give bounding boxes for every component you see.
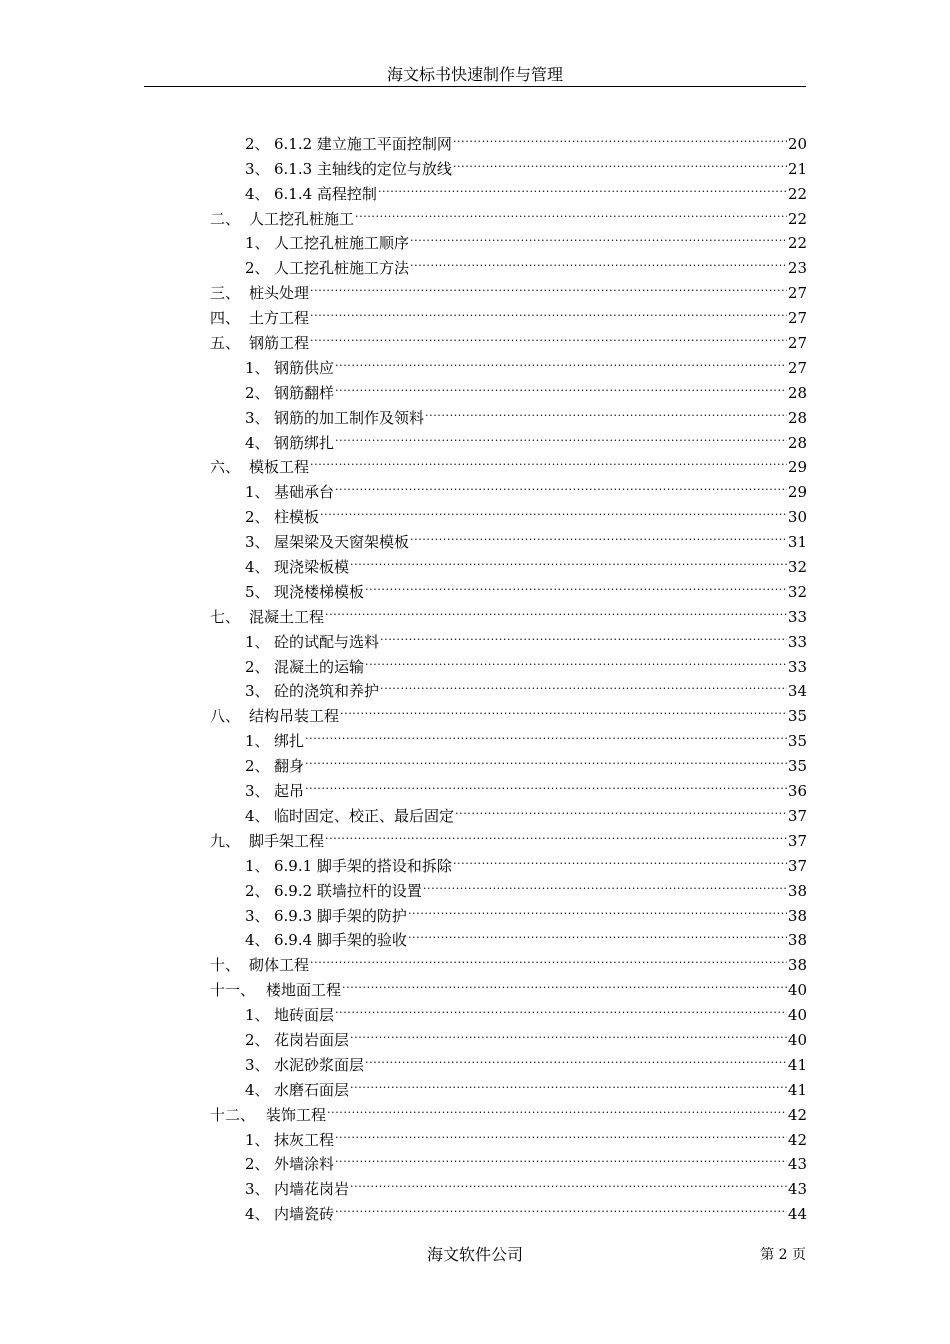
toc-dot-leader [423,871,787,896]
toc-entry-page: 29 [787,458,807,477]
toc-dot-leader [365,1045,787,1070]
toc-entry-title: 6.9.4 脚手架的验收 [274,931,407,950]
toc-entry-title: 人工挖孔桩施工 [249,209,355,228]
toc-entry-title: 混凝土工程 [249,607,325,626]
toc-dot-leader [305,721,787,746]
toc-dot-leader [305,771,787,796]
toc-entry-number: 1、 [245,732,270,751]
toc-entry-number: 八、 [210,707,241,726]
toc-dot-leader [320,497,787,522]
toc-entry-title: 结构吊装工程 [249,707,340,726]
toc-entry-number: 2、 [245,134,270,153]
toc-dot-leader [380,672,787,697]
toc-dot-leader [342,970,787,995]
toc-entry-number: 3、 [245,1180,270,1199]
toc-entry-number: 1、 [245,483,270,502]
toc-dot-leader [380,622,787,647]
toc-entry-page: 21 [787,159,807,178]
toc-entry-title: 地砖面层 [274,1006,335,1025]
toc-entry-page: 43 [787,1180,807,1199]
toc-entry-page: 27 [787,334,807,353]
toc-entry-number: 2、 [245,508,270,527]
toc-entry-page: 38 [787,956,807,975]
toc-dot-leader [350,1070,787,1095]
toc-entry-number: 4、 [245,931,270,950]
toc-dot-leader [410,224,787,249]
toc-entry-number: 4、 [245,558,270,577]
toc-entry-page: 40 [787,1030,807,1049]
toc-dot-leader [310,273,787,298]
toc-entry-number: 3、 [245,1055,270,1074]
toc-entry-title: 内墙瓷砖 [274,1205,335,1224]
toc-entry-title: 水泥砂浆面层 [274,1055,365,1074]
toc-entry-page: 44 [787,1205,807,1224]
toc-entry-title: 花岗岩面层 [274,1030,350,1049]
toc-entry-page: 22 [787,184,807,203]
toc-entry-title: 人工挖孔桩施工顺序 [274,234,410,253]
toc-entry-page: 20 [787,134,807,153]
toc-entry-number: 九、 [210,831,241,850]
toc-entry-number: 2、 [245,881,270,900]
toc-entry-number: 1、 [245,856,270,875]
toc-entry-number: 四、 [210,309,241,328]
toc-entry-page: 38 [787,906,807,925]
toc-dot-leader [453,124,787,149]
toc-entry-page: 33 [787,607,807,626]
toc-dot-leader [335,348,787,373]
toc-entry-number: 2、 [245,259,270,278]
toc-dot-leader [335,1194,787,1219]
table-of-contents [210,124,807,1224]
toc-entry-title: 钢筋供应 [274,358,335,377]
toc-entry-number: 1、 [245,632,270,651]
toc-entry-page: 23 [787,259,807,278]
toc-entry-number: 五、 [210,334,241,353]
footer-company: 海文软件公司 [426,1245,523,1264]
toc-entry-title: 柱模板 [274,508,320,527]
page-header [144,64,806,87]
toc-entry-title: 水磨石面层 [274,1080,350,1099]
toc-entry-number: 4、 [245,433,270,452]
toc-entry-title: 6.1.2 建立施工平面控制网 [274,134,452,153]
toc-entry-page: 34 [787,682,807,701]
toc-entry-number: 1、 [245,1006,270,1025]
toc-entry-number: 十二、 [210,1105,256,1124]
toc-entry-page: 43 [787,1155,807,1174]
toc-entry-title: 钢筋工程 [249,334,310,353]
toc-entry-number: 七、 [210,607,241,626]
toc-entry-number: 1、 [245,1130,270,1149]
toc-entry-page: 32 [787,582,807,601]
toc-entry-title: 钢筋的加工制作及领料 [274,408,425,427]
toc-entry-page: 41 [787,1055,807,1074]
toc-entry-title: 临时固定、校正、最后固定 [274,806,455,825]
toc-entry-number: 六、 [210,458,241,477]
toc-entry-title: 装饰工程 [266,1105,327,1124]
toc-entry-page: 28 [787,383,807,402]
toc-entry-page: 42 [787,1130,807,1149]
toc-dot-leader [310,298,787,323]
toc-dot-leader [410,248,787,273]
toc-entry-number: 十、 [210,956,241,975]
toc-entry-number: 1、 [245,234,270,253]
toc-entry-number: 5、 [245,582,270,601]
toc-dot-leader [335,472,787,497]
toc-entry-title: 6.9.2 联墙拉杆的设置 [274,881,422,900]
toc-entry-page: 27 [787,309,807,328]
toc-entry-page: 40 [787,981,807,1000]
toc-entry-page: 28 [787,408,807,427]
toc-entry-title: 现浇梁板模 [274,558,350,577]
toc-entry-number: 2、 [245,383,270,402]
header-title: 海文标书快速制作与管理 [386,65,563,84]
toc-dot-leader [335,1145,787,1170]
toc-dot-leader [378,174,787,199]
toc-entry-number: 2、 [245,757,270,776]
toc-entry-number: 3、 [245,782,270,801]
toc-dot-leader [355,199,787,224]
toc-entry-page: 41 [787,1080,807,1099]
toc-entry-page: 27 [787,284,807,303]
toc-entry-number: 3、 [245,682,270,701]
toc-entry-page: 33 [787,657,807,676]
toc-entry-title: 钢筋翻样 [274,383,335,402]
toc-entry-number: 4、 [245,806,270,825]
toc-entry-number: 2、 [245,657,270,676]
toc-entry-title: 外墙涂料 [274,1155,335,1174]
toc-entry-title: 基础承台 [274,483,335,502]
toc-entry-title: 6.1.3 主轴线的定位与放线 [274,159,452,178]
toc-entry-title: 抹灰工程 [274,1130,335,1149]
toc-entry-page: 28 [787,433,807,452]
toc-entry-page: 36 [787,782,807,801]
toc-entry-title: 土方工程 [249,309,310,328]
toc-entry-number: 3、 [245,159,270,178]
toc-entry-number: 3、 [245,533,270,552]
toc-entry-number: 2、 [245,1155,270,1174]
toc-entry-page: 32 [787,558,807,577]
toc-dot-leader [455,796,787,821]
toc-dot-leader [335,373,787,398]
toc-entry-number: 3、 [245,906,270,925]
toc-dot-leader [408,921,787,946]
toc-entry-title: 砌体工程 [249,956,310,975]
toc-entry-number: 4、 [245,184,270,203]
toc-entry-title: 屋架梁及天窗架模板 [274,533,410,552]
toc-entry-page: 29 [787,483,807,502]
toc-dot-leader [340,696,787,721]
toc-entry-title: 楼地面工程 [266,981,342,1000]
toc-dot-leader [335,423,787,448]
toc-entry-title: 绑扎 [274,732,305,751]
toc-entry-number: 十一、 [210,981,256,1000]
toc-dot-leader [335,1120,787,1145]
toc-entry-title: 翻身 [274,757,305,776]
toc-dot-leader [325,597,787,622]
toc-entry-page: 35 [787,757,807,776]
toc-entry-page: 35 [787,732,807,751]
toc-entry-page: 31 [787,533,807,552]
toc-dot-leader [410,522,787,547]
toc-dot-leader [327,1095,787,1120]
toc-dot-leader [350,1169,787,1194]
toc-entry-number: 4、 [245,1080,270,1099]
toc-entry-page: 27 [787,358,807,377]
toc-entry-page: 22 [787,209,807,228]
toc-dot-leader [310,448,787,473]
toc-dot-leader [425,398,787,423]
toc-dot-leader [335,995,787,1020]
toc-entry-title: 砼的试配与选料 [274,632,380,651]
toc-entry-number: 二、 [210,209,241,228]
toc-dot-leader [350,547,787,572]
toc-dot-leader [365,572,787,597]
toc-entry-page: 30 [787,508,807,527]
toc-entry-page: 42 [787,1105,807,1124]
toc-entry-page: 22 [787,234,807,253]
toc-entry-page: 38 [787,881,807,900]
toc-entry-title: 现浇楼梯模板 [274,582,365,601]
toc-dot-leader [350,1020,787,1045]
toc-entry-title: 6.1.4 高程控制 [274,184,377,203]
toc-entry[interactable] [210,124,807,153]
toc-entry-page: 40 [787,1006,807,1025]
toc-entry-title: 脚手架工程 [249,831,325,850]
toc-dot-leader [310,323,787,348]
toc-dot-leader [310,945,787,970]
toc-dot-leader [408,896,787,921]
toc-entry-number: 3、 [245,408,270,427]
toc-entry-number: 三、 [210,284,241,303]
footer-page-number: 第 2 页 [760,1247,806,1263]
toc-entry-title: 起吊 [274,782,305,801]
toc-entry-page: 37 [787,856,807,875]
toc-entry-title: 砼的浇筑和养护 [274,682,380,701]
toc-entry-title: 6.9.3 脚手架的防护 [274,906,407,925]
toc-entry-title: 人工挖孔桩施工方法 [274,259,410,278]
toc-entry-title: 6.9.1 脚手架的搭设和拆除 [274,856,452,875]
toc-entry-page: 37 [787,806,807,825]
toc-dot-leader [365,647,787,672]
toc-entry-number: 4、 [245,1205,270,1224]
toc-dot-leader [453,149,787,174]
toc-entry-title: 混凝土的运输 [274,657,365,676]
toc-entry-title: 桩头处理 [249,284,310,303]
toc-entry-title: 模板工程 [249,458,310,477]
toc-entry-number: 2、 [245,1030,270,1049]
toc-entry-page: 37 [787,831,807,850]
toc-entry-title: 内墙花岗岩 [274,1180,350,1199]
toc-entry-title: 钢筋绑扎 [274,433,335,452]
toc-entry-page: 35 [787,707,807,726]
toc-entry-page: 33 [787,632,807,651]
toc-entry-number: 1、 [245,358,270,377]
toc-dot-leader [305,746,787,771]
toc-dot-leader [453,846,787,871]
toc-entry-page: 38 [787,931,807,950]
toc-dot-leader [325,821,787,846]
